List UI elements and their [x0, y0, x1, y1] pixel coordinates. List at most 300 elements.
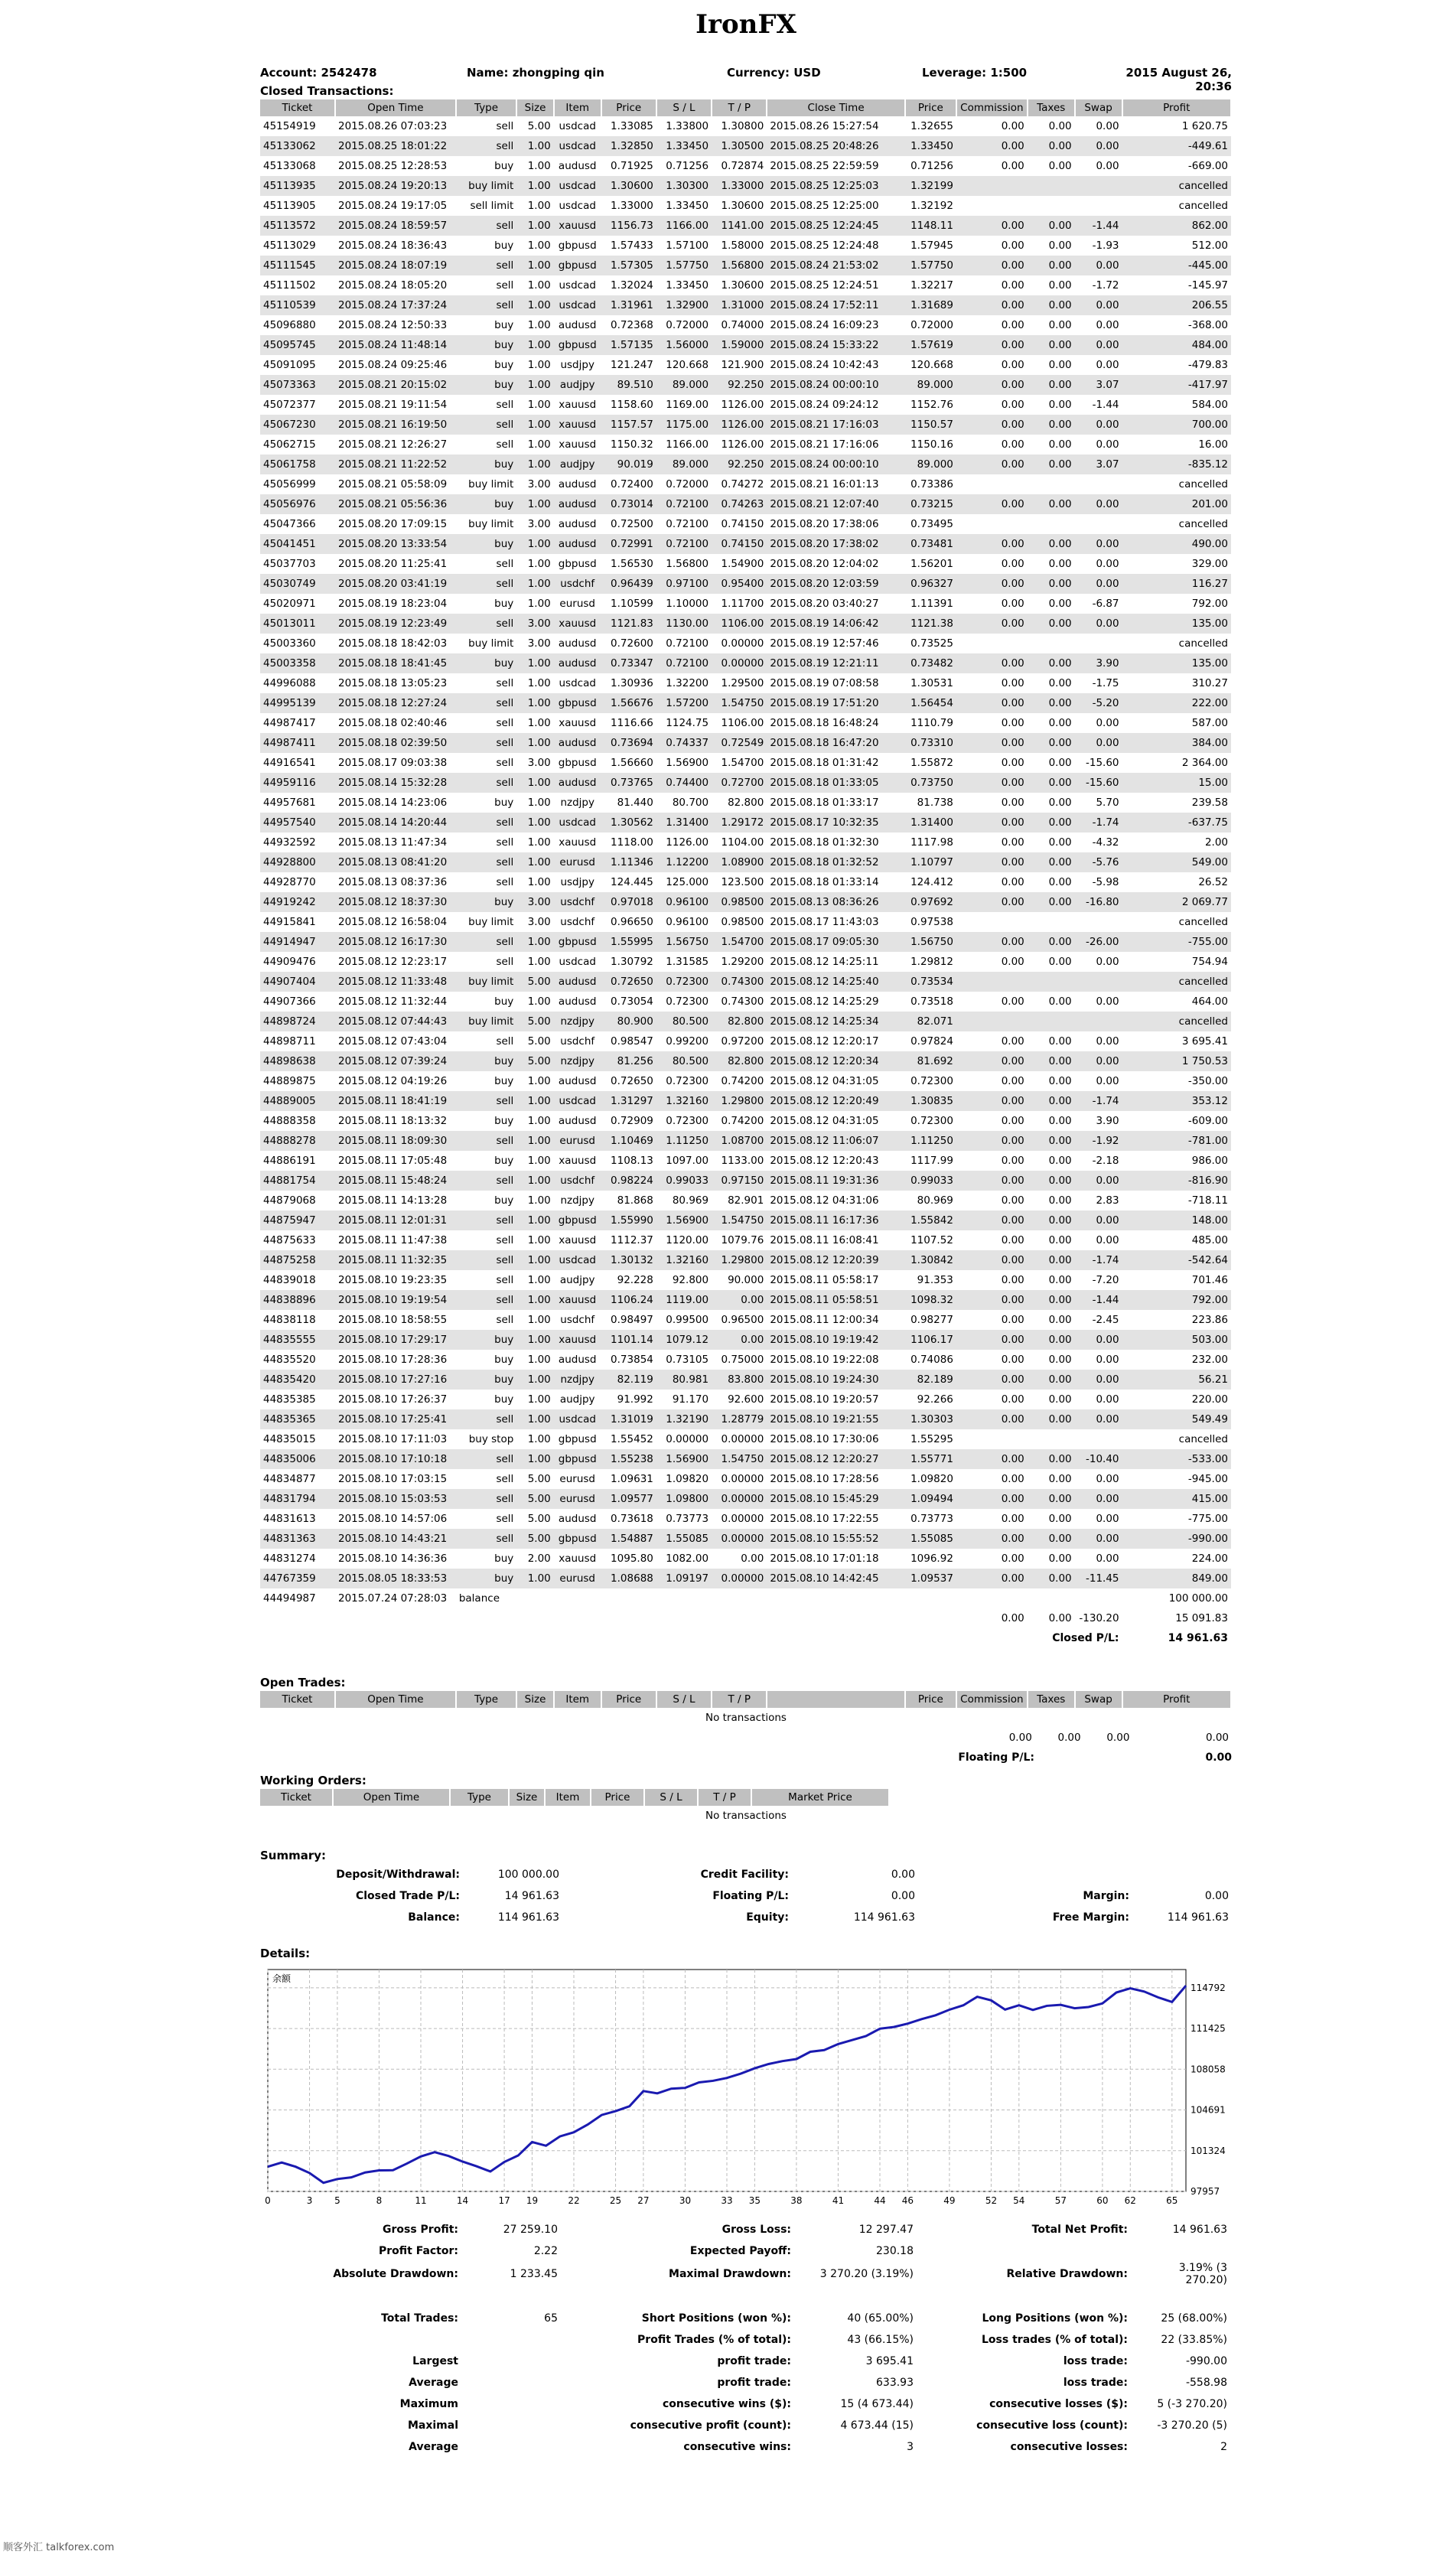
table-cell: 0.72300: [666, 1075, 709, 1087]
table-cell: eurusd: [559, 1473, 595, 1485]
stats-cell: Maximal Drawdown:: [669, 2268, 791, 2280]
table-cell: 1.29812: [910, 956, 953, 968]
table-cell: 2015.08.18 01:33:05: [767, 773, 905, 793]
table-cell: 2015.08.24 21:53:02: [767, 256, 905, 275]
table-cell: gbpusd: [554, 1210, 601, 1230]
table-cell: 2015.08.24 18:36:43: [338, 239, 448, 252]
table-cell: [1075, 176, 1122, 196]
table-cell: 1110.79: [910, 717, 953, 729]
table-cell: 0.97018: [601, 892, 656, 912]
table-cell: 2015.08.10 17:30:06: [770, 1433, 879, 1445]
table-cell: 1.56900: [656, 1210, 712, 1230]
table-cell: 0.00: [956, 852, 1028, 872]
table-cell: 0.72700: [712, 773, 767, 793]
table-cell: buy: [456, 534, 516, 554]
table-cell: buy: [456, 1051, 516, 1071]
table-cell: 1175.00: [656, 415, 712, 435]
table-row: [260, 256, 1231, 275]
closed-header-2: Type: [456, 99, 516, 116]
chart-x-tick: 52: [985, 2195, 998, 2206]
table-cell: 91.170: [672, 1393, 709, 1406]
table-row: [260, 116, 1231, 136]
table-cell: 1.00: [516, 216, 553, 236]
table-cell: 0.00: [1028, 1370, 1075, 1390]
table-cell: 2015.08.12 12:20:34: [767, 1051, 905, 1071]
working-header-3: Size: [509, 1789, 545, 1806]
table-cell: 1.00: [527, 995, 551, 1008]
open-header-5: Price: [601, 1691, 656, 1708]
table-cell: 0.00: [1001, 757, 1024, 769]
table-cell: 2015.08.21 17:16:03: [767, 415, 905, 435]
table-cell: 44886191: [263, 1155, 316, 1167]
balance-profit: 100 000.00: [1168, 1592, 1228, 1605]
table-cell: 1.10599: [611, 598, 653, 610]
table-row: [260, 375, 1231, 395]
table-cell: 0.00: [1001, 956, 1024, 968]
table-cell: 2015.08.10 19:19:42: [767, 1330, 905, 1350]
table-cell: 0.00: [1096, 1473, 1119, 1485]
table-cell: 1.11250: [905, 1131, 956, 1151]
table-cell: 0.73765: [601, 773, 656, 793]
table-cell: 1.32160: [656, 1091, 712, 1111]
table-cell: 2015.08.12 07:39:24: [335, 1051, 456, 1071]
table-cell: 0.00: [1048, 1155, 1072, 1167]
table-cell: 0.00: [956, 1091, 1028, 1111]
table-cell: 1156.73: [601, 216, 656, 236]
stats-row: [260, 2372, 1232, 2393]
table-cell: 92.228: [617, 1274, 653, 1286]
table-cell: [1075, 1012, 1122, 1031]
table-cell: buy: [456, 335, 516, 355]
table-cell: 0.00: [1001, 1035, 1024, 1048]
table-cell: 0.96650: [611, 916, 653, 928]
stats-cell: [1132, 2240, 1232, 2262]
table-cell: 2015.08.12 18:37:30: [335, 892, 456, 912]
table-cell: 0.00: [956, 773, 1028, 793]
table-cell: 0.72300: [666, 995, 709, 1008]
table-cell: 1126.00: [721, 399, 764, 411]
table-cell: 1.54750: [712, 1449, 767, 1469]
table-cell: 2015.08.10 14:42:45: [767, 1569, 905, 1588]
summary-cell: Margin:: [1083, 1890, 1129, 1902]
table-cell: 1079.12: [656, 1330, 712, 1350]
stats-cell: Average: [409, 2441, 458, 2453]
stats-cell: [463, 2436, 562, 2458]
table-cell: 44928770: [263, 876, 316, 888]
table-cell: 1.32199: [905, 176, 956, 196]
chart-y-tick: 97957: [1191, 2186, 1220, 2197]
summary-cell: Deposit/Withdrawal:: [336, 1869, 460, 1881]
table-cell: 0.00: [1028, 1449, 1075, 1469]
table-cell: usdchf: [554, 1171, 601, 1191]
table-row: [260, 1350, 1231, 1370]
table-cell: -16.80: [1075, 892, 1122, 912]
summary-row: [260, 1864, 1232, 1885]
table-cell: 2015.08.18 13:05:23: [338, 677, 448, 689]
table-cell: 1.00: [527, 598, 551, 610]
table-cell: sell: [456, 574, 516, 594]
table-cell: buy: [494, 995, 514, 1008]
stats-cell: 12 297.47: [858, 2224, 914, 2236]
table-cell: 1.08900: [712, 852, 767, 872]
table-cell: 0.00: [1001, 1194, 1024, 1207]
table-cell: 2015.08.21 16:01:13: [770, 478, 879, 490]
table-cell: 0.73105: [666, 1354, 709, 1366]
table-cell: 1.31019: [601, 1409, 656, 1429]
table-cell: 1118.00: [611, 836, 653, 849]
table-cell: 1.55295: [910, 1433, 953, 1445]
table-cell: 2 364.00: [1181, 757, 1228, 769]
table-row: [260, 773, 1231, 793]
table-cell: 0.00: [1001, 359, 1024, 371]
table-cell: 1.31000: [712, 295, 767, 315]
table-cell: 0.71256: [910, 160, 953, 172]
table-cell: 0.00: [1001, 1354, 1024, 1366]
table-cell: buy: [494, 239, 514, 252]
table-cell: xauusd: [554, 216, 601, 236]
table-cell: 2015.08.18 12:27:24: [335, 693, 456, 713]
table-row: [260, 1290, 1231, 1310]
table-cell: 986.00: [1191, 1155, 1228, 1167]
table-cell: 0.72000: [910, 319, 953, 331]
table-cell: buy: [494, 1553, 514, 1565]
working-header-row: [260, 1789, 1232, 1806]
table-cell: 1.55452: [611, 1433, 653, 1445]
table-cell: 1126.00: [712, 415, 767, 435]
stats-cell: 3 695.41: [865, 2355, 914, 2367]
table-cell: 0.00: [1001, 1473, 1024, 1485]
table-cell: 1.00: [516, 1370, 553, 1390]
table-cell: 44835520: [263, 1354, 316, 1366]
stats-cell: Loss trades (% of total):: [982, 2334, 1128, 2346]
table-cell: 0.00: [1001, 1075, 1024, 1087]
table-cell: 44914947: [260, 932, 335, 952]
table-cell: 92.250: [712, 455, 767, 474]
table-row: [260, 395, 1231, 415]
table-row: [260, 156, 1231, 176]
table-cell: 2015.08.18 02:40:46: [338, 717, 448, 729]
table-cell: 2015.08.12 04:31:05: [770, 1075, 879, 1087]
closed-swap-total: -130.20: [1079, 1612, 1119, 1624]
table-cell: sell: [496, 1513, 514, 1525]
table-cell: 1.00: [516, 1409, 553, 1429]
table-cell: 3.07: [1075, 455, 1122, 474]
table-cell: cancelled: [1178, 478, 1228, 490]
open-header-7: T / P: [712, 1691, 767, 1708]
table-cell: 2015.08.18 01:32:30: [770, 836, 879, 849]
table-cell: 1.55990: [601, 1210, 656, 1230]
table-cell: [1075, 634, 1122, 653]
table-cell: 2015.08.24 09:25:46: [338, 359, 448, 371]
table-cell: 2015.08.11 11:32:35: [335, 1250, 456, 1270]
table-cell: xauusd: [554, 1330, 601, 1350]
table-cell: 1.00: [527, 438, 551, 451]
table-cell: 0.74000: [721, 319, 764, 331]
table-cell: 1.31400: [656, 813, 712, 832]
stats-cell: Long Positions (won %):: [982, 2312, 1128, 2325]
table-cell: 80.700: [672, 797, 709, 809]
table-cell: 0.00: [956, 1250, 1028, 1270]
table-cell: 1.30600: [601, 176, 656, 196]
chart-x-tick: 19: [526, 2195, 539, 2206]
table-cell: 1.10469: [601, 1131, 656, 1151]
table-row: [260, 315, 1231, 335]
stats-cell: 3: [907, 2441, 914, 2453]
table-cell: 0.75000: [721, 1354, 764, 1366]
table-cell: 1098.32: [905, 1290, 956, 1310]
table-cell: 0.00: [1001, 438, 1024, 451]
balance-type: balance: [458, 1592, 500, 1605]
table-cell: 2015.08.10 19:22:08: [770, 1354, 879, 1366]
table-cell: 2015.08.20 11:25:41: [338, 558, 448, 570]
table-cell: 0.00: [1048, 359, 1072, 371]
table-cell: buy limit: [468, 916, 514, 928]
table-cell: 0.00: [1096, 1234, 1119, 1246]
table-cell: 0.73386: [910, 478, 953, 490]
table-cell: 89.510: [601, 375, 656, 395]
table-cell: 1106.17: [905, 1330, 956, 1350]
table-cell: 44996088: [263, 677, 316, 689]
chart-y-tick: 114792: [1191, 1982, 1226, 1993]
table-cell: 0.00: [956, 494, 1028, 514]
table-cell: sell: [496, 1035, 514, 1048]
table-row: [260, 653, 1231, 673]
table-cell: 0.74400: [656, 773, 712, 793]
table-cell: -1.75: [1092, 677, 1119, 689]
table-cell: 2015.08.10 17:27:16: [335, 1370, 456, 1390]
table-cell: sell: [496, 1473, 514, 1485]
table-cell: 0.00: [1001, 1234, 1024, 1246]
table-cell: -2.18: [1092, 1155, 1119, 1167]
table-cell: 1.32192: [910, 200, 953, 212]
table-cell: 44889875: [263, 1075, 316, 1087]
table-cell: 2015.08.20 12:03:59: [767, 574, 905, 594]
table-cell: 1079.76: [721, 1234, 764, 1246]
table-row: [260, 574, 1231, 594]
table-row: [260, 992, 1231, 1012]
table-cell: 0.00: [1028, 1171, 1075, 1191]
closed-header-4: Item: [554, 99, 601, 116]
table-cell: -350.00: [1187, 1075, 1228, 1087]
table-cell: 45030749: [260, 574, 335, 594]
table-cell: 1.31585: [666, 956, 709, 968]
table-row: [260, 892, 1231, 912]
table-cell: 45003360: [263, 637, 316, 650]
table-cell: 0.72400: [611, 478, 653, 490]
table-cell: 1133.00: [721, 1155, 764, 1167]
table-cell: 2015.08.25 12:24:48: [770, 239, 879, 252]
table-cell: 2015.08.12 11:32:44: [338, 995, 448, 1008]
report-title: IronFX: [695, 9, 796, 40]
table-row: [260, 295, 1231, 315]
table-cell: buy: [456, 455, 516, 474]
table-cell: 44875258: [260, 1250, 335, 1270]
table-cell: 549.00: [1122, 852, 1231, 872]
table-cell: 1.00: [527, 399, 551, 411]
table-cell: 1.00: [516, 335, 553, 355]
stats-cell: loss trade:: [1063, 2355, 1128, 2367]
table-cell: 1124.75: [666, 717, 709, 729]
table-cell: 2015.08.21 05:58:09: [338, 478, 448, 490]
table-cell: 0.00: [1075, 1409, 1122, 1429]
table-cell: 0.97692: [905, 892, 956, 912]
table-cell: -15.60: [1075, 773, 1122, 793]
table-row: [260, 753, 1231, 773]
table-cell: -10.40: [1075, 1449, 1122, 1469]
table-cell: buy: [494, 1075, 514, 1087]
chart-x-tick: 35: [748, 2195, 761, 2206]
table-cell: 120.668: [910, 359, 953, 371]
table-cell: 0.00: [956, 733, 1028, 753]
stats-cell: 230.18: [876, 2245, 914, 2257]
table-cell: 1117.98: [910, 836, 953, 849]
working-no-transactions: No transactions: [705, 1810, 787, 1822]
table-cell: 2015.08.11 05:58:51: [767, 1290, 905, 1310]
table-cell: 0.00: [1096, 1513, 1119, 1525]
table-cell: sell: [456, 216, 516, 236]
table-cell: 2015.08.11 18:13:32: [338, 1115, 448, 1127]
table-cell: 1.30600: [721, 200, 764, 212]
table-cell: 2.83: [1096, 1194, 1119, 1207]
table-cell: audusd: [558, 518, 597, 530]
chart-x-tick: 0: [265, 2195, 271, 2206]
stats-cell: consecutive losses ($):: [989, 2398, 1128, 2410]
table-cell: -449.61: [1122, 136, 1231, 156]
table-cell: 0.00: [1028, 773, 1075, 793]
table-cell: 2015.08.26 07:03:23: [338, 120, 448, 132]
table-cell: usdcad: [559, 200, 596, 212]
table-cell: 1.00: [516, 256, 553, 275]
table-cell: 2015.08.18 01:32:52: [767, 852, 905, 872]
table-cell: 2015.08.10 19:24:30: [767, 1370, 905, 1390]
table-cell: 1.28779: [712, 1409, 767, 1429]
table-cell: 701.46: [1191, 1274, 1228, 1286]
table-cell: 0.96500: [721, 1314, 764, 1326]
table-cell: 45047366: [263, 518, 316, 530]
table-cell: 45003358: [260, 653, 335, 673]
summary-cell: Closed Trade P/L:: [355, 1890, 460, 1902]
table-cell: 2015.08.17 10:32:35: [767, 813, 905, 832]
table-cell: buy: [456, 1569, 516, 1588]
table-cell: 0.00: [1075, 136, 1122, 156]
table-cell: 0.00: [1048, 677, 1072, 689]
table-cell: 92.600: [728, 1393, 764, 1406]
table-cell: 80.969: [672, 1194, 709, 1207]
table-cell: 0.00: [1048, 757, 1072, 769]
table-cell: 1126.00: [721, 438, 764, 451]
table-cell: eurusd: [554, 1489, 601, 1509]
open-header-3: Size: [516, 1691, 553, 1708]
table-cell: 0.00: [1001, 558, 1024, 570]
table-cell: 0.72500: [611, 518, 653, 530]
table-cell: nzdjpy: [560, 1194, 594, 1207]
table-cell: 44834877: [263, 1473, 316, 1485]
table-cell: 1.55872: [910, 757, 953, 769]
table-row: [260, 1370, 1231, 1390]
table-cell: 44838118: [263, 1314, 316, 1326]
table-row: [260, 1310, 1231, 1330]
table-cell: 0.00: [1096, 1035, 1119, 1048]
table-row: [260, 176, 1231, 196]
table-cell: 0.00: [1028, 1569, 1075, 1588]
stats-cell: [260, 2329, 463, 2351]
stats-cell: -3 270.20 (5): [1157, 2419, 1227, 2432]
stats-cell: profit trade:: [717, 2377, 791, 2389]
open-taxes-total: 0.00: [1057, 1732, 1081, 1744]
table-cell: -15.60: [1086, 757, 1119, 769]
table-cell: 2015.08.11 19:31:36: [767, 1171, 905, 1191]
table-cell: 2015.08.12 07:44:43: [335, 1012, 456, 1031]
table-cell: usdcad: [554, 295, 601, 315]
table-cell: 0.00: [956, 653, 1028, 673]
table-cell: 1.00: [527, 558, 551, 570]
table-cell: [1075, 474, 1122, 494]
open-header-0: Ticket: [260, 1691, 335, 1708]
table-cell: 0.00: [956, 892, 1028, 912]
table-cell: -609.00: [1187, 1115, 1228, 1127]
table-cell: sell: [456, 295, 516, 315]
chart-x-tick: 33: [721, 2195, 733, 2206]
table-cell: 0.73014: [601, 494, 656, 514]
table-cell: 2015.08.12 12:20:27: [767, 1449, 905, 1469]
table-cell: usdcad: [559, 120, 596, 132]
table-cell: xauusd: [559, 1553, 597, 1565]
table-cell: 0.00: [1028, 494, 1075, 514]
table-cell: 2015.08.10 15:45:29: [767, 1489, 905, 1509]
table-cell: usdjpy: [560, 876, 594, 888]
table-cell: 2015.08.24 09:24:12: [770, 399, 879, 411]
table-cell: 0.00: [1001, 319, 1024, 331]
table-row: [260, 474, 1231, 494]
table-cell: 45154919: [263, 120, 316, 132]
stats-cell: consecutive losses:: [1010, 2441, 1128, 2453]
table-cell: 0.00: [1048, 598, 1072, 610]
table-cell: 0.98277: [910, 1314, 953, 1326]
table-row: [260, 1409, 1231, 1429]
table-cell: 0.00: [712, 1330, 767, 1350]
table-cell: 0.00: [1048, 836, 1072, 849]
table-cell: 0.00: [1028, 1330, 1075, 1350]
table-cell: 0.95400: [712, 574, 767, 594]
stats-cell: Short Positions (won %):: [641, 2312, 791, 2325]
stats-row: [260, 2415, 1232, 2436]
table-cell: 45062715: [263, 438, 316, 451]
table-cell: 2015.08.10 14:43:21: [335, 1529, 456, 1549]
closed-pl-label: Closed P/L:: [1052, 1632, 1119, 1644]
table-cell: 0.00: [1075, 733, 1122, 753]
table-row: [260, 952, 1231, 972]
table-cell: 484.00: [1122, 335, 1231, 355]
table-cell: 45020971: [263, 598, 316, 610]
table-cell: 1.30792: [611, 956, 653, 968]
table-cell: 0.00000: [712, 653, 767, 673]
table-cell: usdcad: [559, 279, 596, 292]
table-cell: sell: [456, 1131, 516, 1151]
table-cell: 1.00: [527, 279, 551, 292]
table-cell: 5.00: [527, 1473, 551, 1485]
table-cell: usdchf: [554, 574, 601, 594]
table-cell: 45037703: [263, 558, 316, 570]
table-cell: audusd: [558, 319, 597, 331]
table-cell: 0.00: [956, 693, 1028, 713]
table-cell: 549.49: [1122, 1409, 1231, 1429]
table-cell: 0.00: [956, 335, 1028, 355]
table-cell: [956, 1012, 1028, 1031]
table-cell: 44898711: [263, 1035, 316, 1048]
table-cell: 1.00: [527, 876, 551, 888]
table-cell: 0.00: [956, 216, 1028, 236]
table-cell: 1.30842: [905, 1250, 956, 1270]
